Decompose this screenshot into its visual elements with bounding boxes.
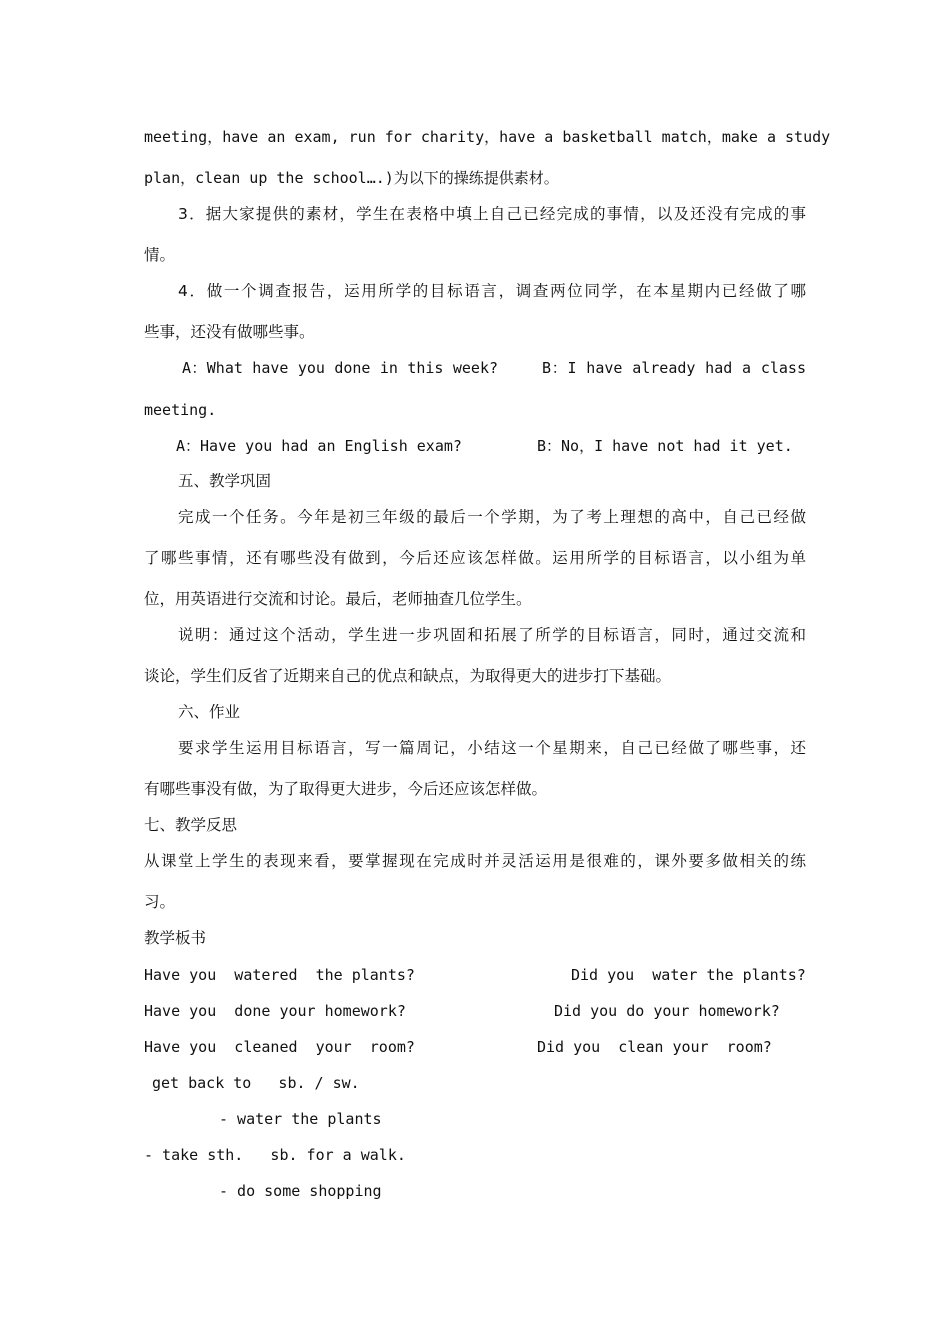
text-line: 4．做一个调查报告，运用所学的目标语言，调查两位同学，在本星期内已经做了哪 [178, 282, 806, 300]
dialogue-a-line: A：What have you done in this week? [182, 359, 498, 377]
text-line: 3．据大家提供的素材，学生在表格中填上自己已经完成的事情，以及还没有完成的事 [178, 205, 806, 223]
text-line: 要求学生运用目标语言，写一篇周记，小结这一个星期来，自己已经做了哪些事，还 [178, 739, 806, 757]
text-line: meeting，have an exam, run for charity，have a basketball match，make a study [144, 128, 831, 146]
board-line: Did you water the plants? [571, 966, 806, 984]
board-line: - take sth. sb. for a walk. [144, 1146, 406, 1164]
text-line: 情。 [144, 246, 176, 264]
board-line: - water the plants [219, 1110, 382, 1128]
section-heading: 六、作业 [178, 703, 241, 721]
text-line: 位，用英语进行交流和讨论。最后，老师抽查几位学生。 [144, 590, 532, 608]
section-heading: 五、教学巩固 [178, 472, 272, 490]
board-line: Have you done your homework? [144, 1002, 406, 1020]
text-line: meeting. [144, 401, 217, 419]
board-line: Have you watered the plants? [144, 966, 415, 984]
text-line: 从课堂上学生的表现来看，要掌握现在完成时并灵活运用是很难的，课外要多做相关的练 [144, 852, 806, 870]
board-line: get back to sb. / sw. [152, 1074, 360, 1092]
text-line: 些事，还没有做哪些事。 [144, 323, 315, 341]
section-heading: 七、教学反思 [144, 816, 238, 834]
text-line: plan，clean up the school….)为以下的操练提供素材。 [144, 169, 559, 187]
board-line: Did you clean your room? [537, 1038, 772, 1056]
text-line: 完成一个任务。今年是初三年级的最后一个学期，为了考上理想的高中，自己已经做 [178, 508, 806, 526]
text-line: 说明：通过这个活动，学生进一步巩固和拓展了所学的目标语言，同时，通过交流和 [178, 626, 806, 644]
dialogue-b-line: B：No，I have not had it yet. [537, 437, 793, 455]
section-heading: 教学板书 [144, 929, 207, 947]
board-line: - do some shopping [219, 1182, 382, 1200]
dialogue-a-line: A：Have you had an English exam? [176, 437, 462, 455]
text-line: 了哪些事情，还有哪些没有做到，今后还应该怎样做。运用所学的目标语言，以小组为单 [144, 549, 806, 567]
text-line: 习。 [144, 893, 176, 911]
text-line: 谈论，学生们反省了近期来自己的优点和缺点，为取得更大的进步打下基础。 [144, 667, 672, 685]
board-line: Have you cleaned your room? [144, 1038, 415, 1056]
dialogue-b-line: B：I have already had a class [542, 359, 806, 377]
text-line: 有哪些事没有做，为了取得更大进步，今后还应该怎样做。 [144, 780, 548, 798]
board-line: Did you do your homework? [554, 1002, 780, 1020]
